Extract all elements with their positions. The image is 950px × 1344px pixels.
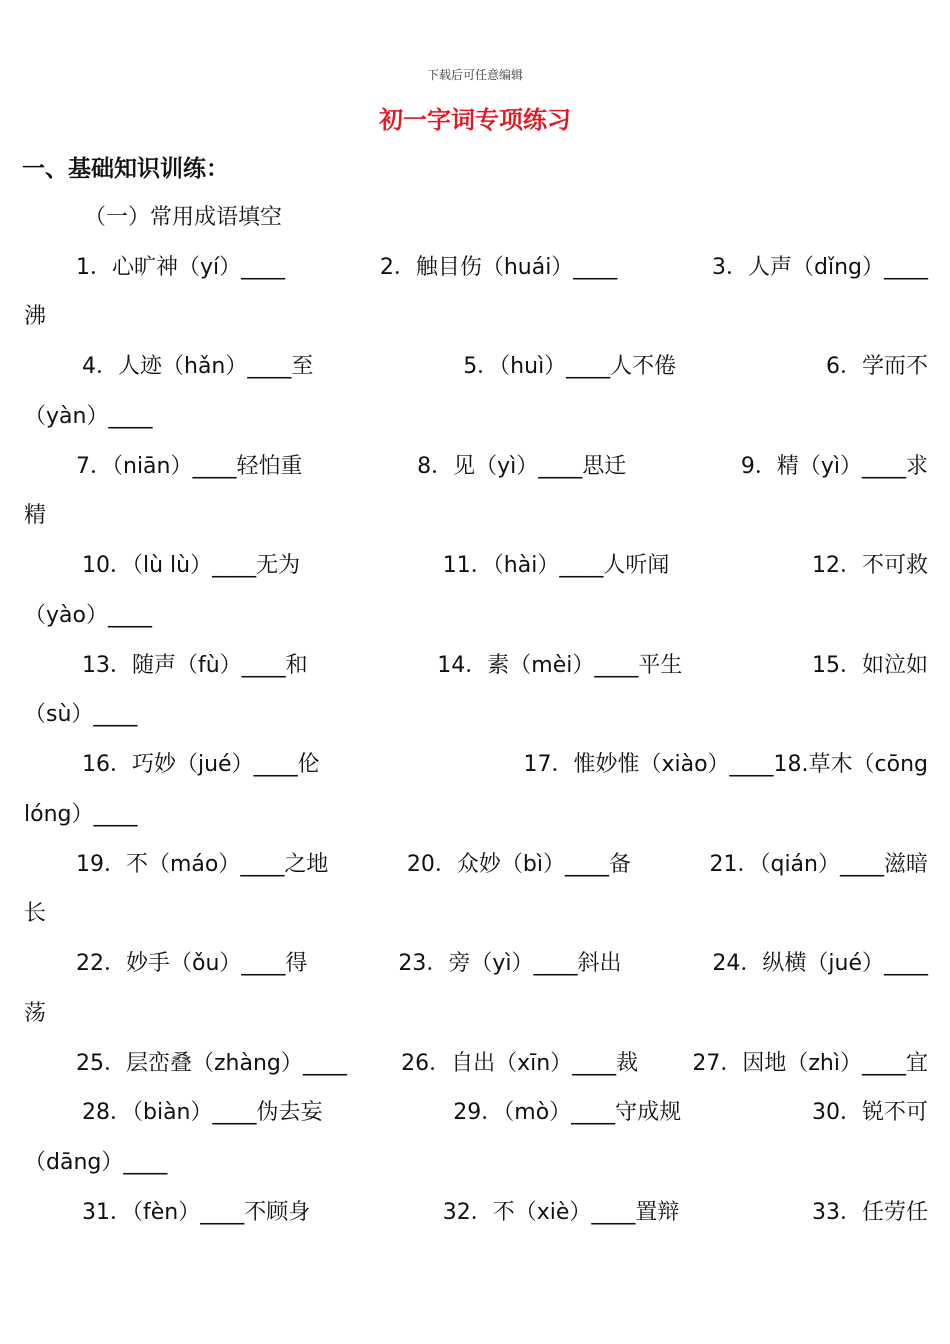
exercise-item: 31．（fèn）____不顾身	[82, 1200, 311, 1225]
exercise-item: 3．人声（dǐng）____	[712, 255, 928, 280]
exercise-item: 4．人迹（hǎn）____至	[82, 354, 314, 379]
exercise-row	[24, 1048, 928, 1080]
exercise-row	[24, 1097, 928, 1129]
exercise-item: 20．众妙（bì）____备	[406, 852, 631, 877]
exercise-item: 12．不可救	[812, 553, 928, 578]
exercise-item: 7．（niān）____轻怕重	[76, 454, 303, 479]
exercise-item: 14．素（mèi）____平生	[437, 653, 683, 678]
exercise-continuation: 精	[24, 503, 47, 528]
exercise-row	[24, 351, 928, 383]
exercise-item: 28．（biàn）____伪去妄	[82, 1100, 323, 1125]
exercise-row	[24, 849, 928, 881]
header-note: 下载后可任意编辑	[426, 68, 523, 82]
exercise-item: 23．旁（yì）____斜出	[398, 951, 622, 976]
exercise-continuation: （yàn）____	[24, 404, 153, 429]
exercise-item: 22．妙手（ǒu）____得	[76, 951, 308, 976]
exercise-continuation: （yào）____	[24, 603, 152, 628]
exercise-row	[24, 948, 928, 980]
document-title: 初一字词专项练习	[379, 106, 571, 134]
exercise-item: 10．（lù lù）____无为	[82, 553, 301, 578]
exercise-item: 21．（qián）____滋暗	[709, 852, 928, 877]
exercise-continuation: 长	[24, 901, 47, 926]
exercise-item: 29．（mò）____守成规	[453, 1100, 682, 1125]
exercise-continuation: 沸	[24, 304, 47, 329]
exercise-item: 30．锐不可	[811, 1100, 928, 1125]
exercise-continuation: （sù）____	[24, 702, 138, 727]
exercise-item: 24．纵横（jué）____	[712, 951, 928, 976]
subsection-title: （一）常用成语填空	[84, 205, 283, 230]
exercise-item: 32．不（xiè）____置辩	[442, 1200, 680, 1225]
exercise-item: 13．随声（fù）____和	[82, 653, 308, 678]
exercise-row	[24, 550, 928, 582]
exercise-item: 5．（huì）____人不倦	[463, 354, 677, 379]
section-title: 一、基础知识训练：	[22, 156, 229, 182]
exercise-item: 16．巧妙（jué）____伦	[82, 752, 320, 777]
exercise-item: 1．心旷神（yí）____	[76, 255, 286, 280]
exercise-item: 19．不（máo）____之地	[76, 852, 329, 877]
exercise-item: 2．触目伤（huái）____	[379, 255, 618, 280]
exercise-row	[24, 451, 928, 483]
exercise-item: 17．惟妙惟（xiào）____18.草木（cōng	[523, 752, 928, 777]
exercise-continuation: lóng）____	[24, 802, 138, 827]
exercise-item: 15．如泣如	[811, 653, 928, 678]
exercise-item: 33．任劳任	[811, 1200, 928, 1225]
exercise-item: 8．见（yì）____思迁	[417, 454, 627, 479]
exercise-item: 11．（hài）____人听闻	[442, 553, 670, 578]
exercise-item: 26．自出（xīn）____裁	[401, 1051, 639, 1076]
exercise-item: 25．层峦叠（zhàng）____	[76, 1051, 347, 1076]
exercise-row	[24, 650, 928, 682]
exercise-continuation: 荡	[24, 1001, 47, 1026]
exercise-item: 9．精（yì）____求	[740, 454, 928, 479]
exercise-item: 27．因地（zhì）____宜	[692, 1051, 928, 1076]
exercise-row	[24, 1197, 928, 1229]
exercise-row	[24, 252, 928, 284]
exercise-continuation: （dāng）____	[24, 1150, 168, 1175]
exercise-row	[24, 749, 928, 781]
exercise-item: 6．学而不	[826, 354, 928, 379]
